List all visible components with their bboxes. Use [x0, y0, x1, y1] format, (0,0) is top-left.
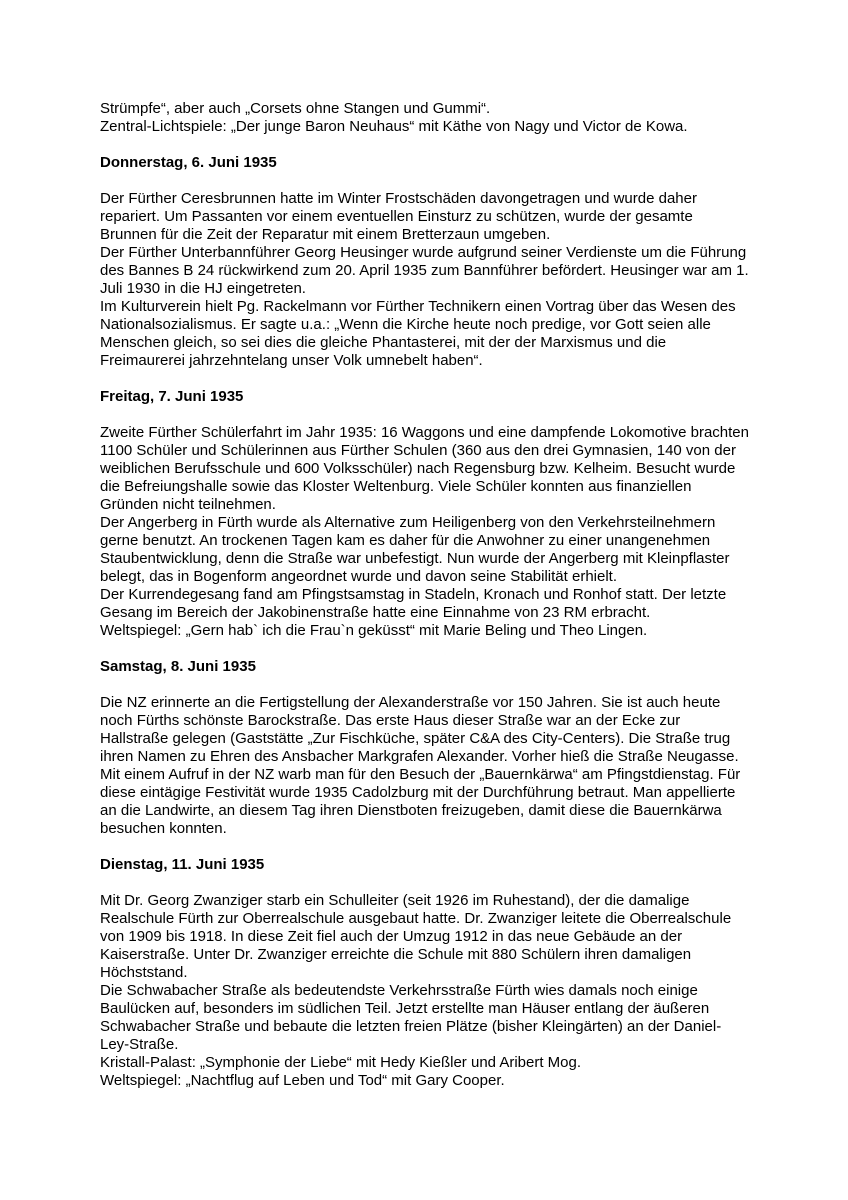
day-section: [100, 100, 750, 136]
day-section: [100, 154, 750, 370]
paragraph: Die NZ erinnerte an die Fertigstellung der Alexanderstraße vor 150 Jahren. Sie ist auch heute noch Fürths schönste Barockstraße. Das erste Haus dieser Straße war an der Ecke zur Hallstraße gelegen (Gaststätte „Zur Fischküche, später C&A des City-Centers). Die Straße trug ihren Namen zu Ehren des Ansbacher Markgrafen Alexander. Vorher hieß die Straße Neugasse.: [100, 694, 739, 765]
paragraph: Die Schwabacher Straße als bedeutendste Verkehrsstraße Fürth wies damals noch einige Baulücken auf, besonders im südlichen Teil. Jetzt erstellte man Häuser entlang der äußeren Schwabacher Straße und bebaute die letzten freien Plätze (bisher Kleingärten) an der Daniel-Ley-Straße.: [100, 982, 722, 1053]
document-body: [100, 100, 750, 1090]
day-section: [100, 388, 750, 640]
paragraph: Der Angerberg in Fürth wurde als Alternative zum Heiligenberg von den Verkehrsteilnehmern gerne benutzt. An trockenen Tagen kam es daher für die Anwohner zu einer unangenehmen Staubentwicklung, denn die Straße war unbefestigt. Nun wurde der Angerberg mit Kleinpflaster belegt, das in Bogenform angeordnet wurde und davon seine Stabilität erhielt.: [100, 514, 730, 585]
day-heading: Donnerstag, 6. Juni 1935: [100, 154, 277, 171]
paragraph: Mit einem Aufruf in der NZ warb man für den Besuch der „Bauernkärwa“ am Pfingstdienstag. Für diese eintägige Festivität wurde 1935 Cadolzburg mit der Durchführung betraut. Man appellierte an die Landwirte, an diesem Tag ihren Dienstboten freizugeben, damit diese die Bauernkärwa besuchen konnten.: [100, 766, 741, 837]
paragraph: Im Kulturverein hielt Pg. Rackelmann vor Fürther Technikern einen Vortrag über das Wesen des Nationalsozialismus. Er sagte u.a.: „Wenn die Kirche heute noch predige, vor Gott seien alle Menschen gleich, so sei dies die gleiche Phantasterei, mit der der Marxismus und die Freimaurerei jahrzehntelang unser Volk umnebelt haben“.: [100, 298, 736, 369]
paragraph: Weltspiegel: „Nachtflug auf Leben und Tod“ mit Gary Cooper.: [100, 1072, 505, 1089]
paragraph: Strümpfe“, aber auch „Corsets ohne Stangen und Gummi“.: [100, 100, 491, 117]
paragraph: Zentral-Lichtspiele: „Der junge Baron Neuhaus“ mit Käthe von Nagy und Victor de Kowa.: [100, 118, 688, 135]
paragraph: Zweite Fürther Schülerfahrt im Jahr 1935: 16 Waggons und eine dampfende Lokomotive brachten 1100 Schüler und Schülerinnen aus Fürther Schulen (360 aus den drei Gymnasien, 140 von der weiblichen Berufsschule und 600 Volksschüler) nach Regensburg bzw. Kelheim. Besucht wurde die Befreiungshalle sowie das Kloster Weltenburg. Viele Schüler konnten aus finanziellen Gründen nicht teilnehmen.: [100, 424, 749, 513]
day-heading: Samstag, 8. Juni 1935: [100, 658, 256, 675]
paragraph: Der Fürther Ceresbrunnen hatte im Winter Frostschäden davongetragen und wurde daher repariert. Um Passanten vor einem eventuellen Einsturz zu schützen, wurde der gesamte Brunnen für die Zeit der Reparatur mit einem Bretterzaun umgeben.: [100, 190, 697, 243]
paragraph: Der Fürther Unterbannführer Georg Heusinger wurde aufgrund seiner Verdienste um die Führung des Bannes B 24 rückwirkend zum 20. April 1935 zum Bannführer befördert. Heusinger war am 1. Juli 1930 in die HJ eingetreten.: [100, 244, 749, 297]
paragraph: Weltspiegel: „Gern hab` ich die Frau`n geküsst“ mit Marie Beling und Theo Lingen.: [100, 622, 648, 639]
paragraph: Kristall-Palast: „Symphonie der Liebe“ mit Hedy Kießler und Aribert Mog.: [100, 1054, 582, 1071]
day-heading: Freitag, 7. Juni 1935: [100, 388, 244, 405]
day-heading: Dienstag, 11. Juni 1935: [100, 856, 265, 873]
day-section: [100, 856, 750, 1090]
day-section: [100, 658, 750, 838]
paragraph: Der Kurrendegesang fand am Pfingstsamstag in Stadeln, Kronach und Ronhof statt. Der letzte Gesang im Bereich der Jakobinenstraße hatte eine Einnahme von 23 RM erbracht.: [100, 586, 727, 621]
paragraph: Mit Dr. Georg Zwanziger starb ein Schulleiter (seit 1926 im Ruhestand), der die damalige Realschule Fürth zur Oberrealschule ausgebaut hatte. Dr. Zwanziger leitete die Oberrealschule von 1909 bis 1918. In diese Zeit fiel auch der Umzug 1912 in das neue Gebäude an der Kaiserstraße. Unter Dr. Zwanziger erreichte die Schule mit 880 Schülern ihren damaligen Höchststand.: [100, 892, 732, 981]
